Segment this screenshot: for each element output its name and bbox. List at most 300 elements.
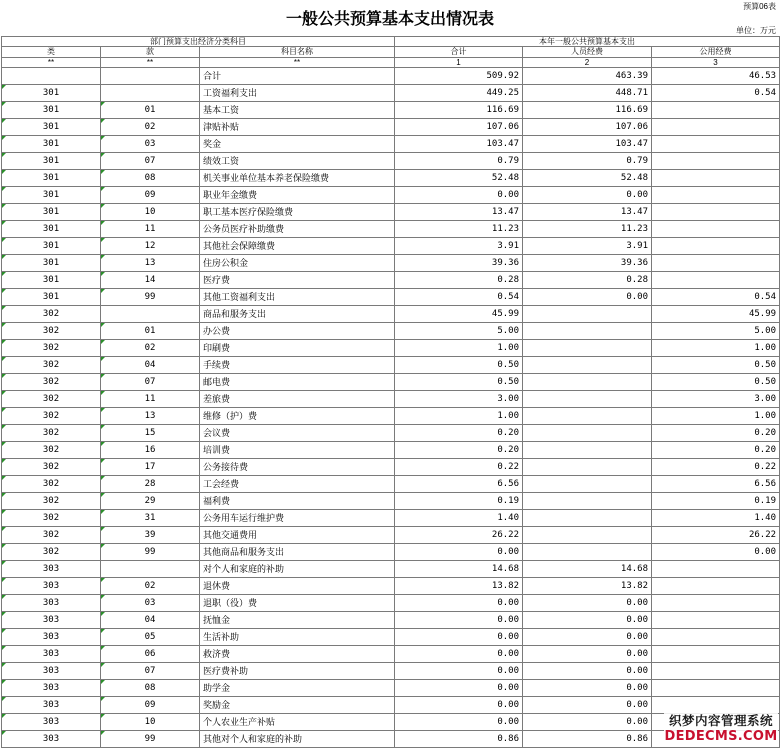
table-row	[2, 221, 780, 238]
public-cell	[652, 663, 780, 680]
code-cell-kuan: 11	[101, 391, 200, 408]
table-row	[2, 561, 780, 578]
personnel-cell: 0.00	[523, 697, 652, 714]
item-name-cell: 对个人和家庭的补助	[200, 561, 395, 578]
table-row	[2, 357, 780, 374]
watermark-line-1: 织梦内容管理系统	[668, 714, 773, 728]
personnel-cell	[523, 408, 652, 425]
total-cell: 0.00	[395, 187, 523, 204]
personnel-cell	[523, 493, 652, 510]
table-row	[2, 136, 780, 153]
code-cell-lei: 301	[2, 238, 101, 255]
total-cell: 0.20	[395, 425, 523, 442]
table-row	[2, 153, 780, 170]
item-name-cell: 职业年金缴费	[200, 187, 395, 204]
table-row	[2, 629, 780, 646]
public-cell	[652, 187, 780, 204]
code-cell-kuan: 29	[101, 493, 200, 510]
table-row	[2, 663, 780, 680]
column-header-total: 合计	[395, 47, 523, 58]
code-cell-lei: 301	[2, 170, 101, 187]
public-cell	[652, 646, 780, 663]
item-name-cell: 印刷费	[200, 340, 395, 357]
unit-label: 单位：万元	[736, 26, 776, 35]
code-cell-kuan: 10	[101, 204, 200, 221]
code-cell-lei: 303	[2, 663, 101, 680]
public-cell: 6.56	[652, 476, 780, 493]
total-cell: 509.92	[395, 68, 523, 85]
item-name-cell: 公务用车运行维护费	[200, 510, 395, 527]
total-cell: 0.00	[395, 544, 523, 561]
code-cell-kuan: 08	[101, 170, 200, 187]
public-cell	[652, 561, 780, 578]
item-name-cell: 其他社会保障缴费	[200, 238, 395, 255]
table-row	[2, 714, 780, 731]
item-name-cell: 工资福利支出	[200, 85, 395, 102]
personnel-cell: 0.00	[523, 612, 652, 629]
code-cell-lei: 302	[2, 527, 101, 544]
code-cell-lei: 303	[2, 561, 101, 578]
total-cell: 0.50	[395, 357, 523, 374]
table-row	[2, 289, 780, 306]
code-cell-lei: 303	[2, 697, 101, 714]
table-row	[2, 187, 780, 204]
table-row	[2, 306, 780, 323]
code-cell-kuan: 07	[101, 153, 200, 170]
total-cell: 0.20	[395, 442, 523, 459]
public-cell: 26.22	[652, 527, 780, 544]
code-cell-lei: 301	[2, 102, 101, 119]
code-cell-lei: 303	[2, 612, 101, 629]
public-cell	[652, 204, 780, 221]
public-cell	[652, 136, 780, 153]
code-cell-lei: 302	[2, 391, 101, 408]
code-cell-kuan	[101, 306, 200, 323]
public-cell	[652, 238, 780, 255]
total-cell: 0.00	[395, 663, 523, 680]
code-cell-lei	[2, 68, 101, 85]
table-row	[2, 731, 780, 748]
table-row	[2, 170, 780, 187]
personnel-cell: 39.36	[523, 255, 652, 272]
public-cell	[652, 170, 780, 187]
item-name-cell: 医疗费补助	[200, 663, 395, 680]
table-body	[2, 68, 780, 748]
code-cell-kuan: 39	[101, 527, 200, 544]
item-name-cell: 维修（护）费	[200, 408, 395, 425]
page-title: 一般公共预算基本支出情况表	[285, 11, 494, 28]
personnel-cell	[523, 544, 652, 561]
total-cell: 0.00	[395, 612, 523, 629]
personnel-cell: 0.00	[523, 289, 652, 306]
total-cell: 0.00	[395, 646, 523, 663]
total-cell: 26.22	[395, 527, 523, 544]
personnel-cell: 11.23	[523, 221, 652, 238]
item-name-cell: 公务员医疗补助缴费	[200, 221, 395, 238]
public-cell: 0.20	[652, 425, 780, 442]
table-row	[2, 493, 780, 510]
code-cell-kuan: 03	[101, 136, 200, 153]
total-cell: 107.06	[395, 119, 523, 136]
table-row	[2, 527, 780, 544]
personnel-cell: 0.79	[523, 153, 652, 170]
watermark-line-2: DEDECMS.COM	[664, 729, 778, 744]
item-name-cell: 其他商品和服务支出	[200, 544, 395, 561]
item-name-cell: 邮电费	[200, 374, 395, 391]
total-cell: 3.91	[395, 238, 523, 255]
total-cell: 0.22	[395, 459, 523, 476]
personnel-cell: 0.00	[523, 629, 652, 646]
code-cell-kuan: 04	[101, 357, 200, 374]
code-cell-kuan: 08	[101, 680, 200, 697]
public-cell	[652, 221, 780, 238]
total-cell: 103.47	[395, 136, 523, 153]
table-row	[2, 476, 780, 493]
public-cell: 1.40	[652, 510, 780, 527]
table-row	[2, 119, 780, 136]
public-cell: 0.54	[652, 289, 780, 306]
total-cell: 39.36	[395, 255, 523, 272]
personnel-cell: 116.69	[523, 102, 652, 119]
total-cell: 0.19	[395, 493, 523, 510]
code-cell-kuan: 99	[101, 544, 200, 561]
public-cell	[652, 102, 780, 119]
public-cell: 1.00	[652, 408, 780, 425]
public-cell	[652, 629, 780, 646]
column-header-personnel: 人员经费	[523, 47, 652, 58]
public-cell: 1.00	[652, 340, 780, 357]
total-cell: 0.28	[395, 272, 523, 289]
public-cell	[652, 697, 780, 714]
item-name-cell: 培训费	[200, 442, 395, 459]
index-cell-kuan: **	[101, 58, 200, 68]
code-cell-kuan	[101, 68, 200, 85]
watermark-logo	[664, 712, 778, 746]
item-name-cell: 退休费	[200, 578, 395, 595]
code-cell-kuan: 01	[101, 102, 200, 119]
table-row	[2, 85, 780, 102]
code-cell-kuan: 09	[101, 187, 200, 204]
total-cell: 116.69	[395, 102, 523, 119]
table-row	[2, 612, 780, 629]
code-cell-kuan: 02	[101, 340, 200, 357]
public-cell: 0.22	[652, 459, 780, 476]
item-name-cell: 绩效工资	[200, 153, 395, 170]
table-code: 预算06表	[743, 2, 776, 11]
item-name-cell: 机关事业单位基本养老保险缴费	[200, 170, 395, 187]
code-cell-kuan: 10	[101, 714, 200, 731]
item-name-cell: 其他对个人和家庭的补助	[200, 731, 395, 748]
total-cell: 1.40	[395, 510, 523, 527]
code-cell-lei: 301	[2, 119, 101, 136]
column-header-item-name: 科目名称	[200, 47, 395, 58]
item-name-cell: 会议费	[200, 425, 395, 442]
table-row	[2, 204, 780, 221]
item-name-cell: 奖金	[200, 136, 395, 153]
header-index-row	[2, 58, 780, 68]
code-cell-lei: 301	[2, 221, 101, 238]
total-cell: 0.00	[395, 595, 523, 612]
personnel-cell: 13.47	[523, 204, 652, 221]
table-row	[2, 323, 780, 340]
item-name-cell: 其他工资福利支出	[200, 289, 395, 306]
total-cell: 3.00	[395, 391, 523, 408]
code-cell-kuan: 01	[101, 323, 200, 340]
index-cell-lei: **	[2, 58, 101, 68]
public-cell	[652, 612, 780, 629]
personnel-cell: 52.48	[523, 170, 652, 187]
personnel-cell	[523, 442, 652, 459]
public-cell: 0.00	[652, 544, 780, 561]
code-cell-kuan: 07	[101, 663, 200, 680]
table-row	[2, 697, 780, 714]
public-cell: 3.00	[652, 391, 780, 408]
code-cell-lei: 302	[2, 476, 101, 493]
personnel-cell	[523, 527, 652, 544]
header-group-classification: 部门预算支出经济分类科目	[2, 37, 395, 47]
public-cell: 0.50	[652, 374, 780, 391]
personnel-cell	[523, 459, 652, 476]
personnel-cell: 0.00	[523, 663, 652, 680]
total-cell: 0.00	[395, 680, 523, 697]
code-cell-lei: 302	[2, 493, 101, 510]
item-name-cell: 其他交通费用	[200, 527, 395, 544]
code-cell-kuan	[101, 85, 200, 102]
code-cell-kuan: 17	[101, 459, 200, 476]
public-cell: 46.53	[652, 68, 780, 85]
personnel-cell: 13.82	[523, 578, 652, 595]
personnel-cell: 448.71	[523, 85, 652, 102]
personnel-cell	[523, 391, 652, 408]
index-cell-item-name: **	[200, 58, 395, 68]
public-cell	[652, 272, 780, 289]
code-cell-lei: 301	[2, 136, 101, 153]
personnel-cell	[523, 476, 652, 493]
table-row	[2, 238, 780, 255]
item-name-cell: 抚恤金	[200, 612, 395, 629]
code-cell-lei: 302	[2, 442, 101, 459]
public-cell: 0.20	[652, 442, 780, 459]
total-cell: 13.82	[395, 578, 523, 595]
public-cell: 0.54	[652, 85, 780, 102]
personnel-cell	[523, 323, 652, 340]
table-row	[2, 408, 780, 425]
item-name-cell: 基本工资	[200, 102, 395, 119]
code-cell-kuan: 16	[101, 442, 200, 459]
total-cell: 52.48	[395, 170, 523, 187]
public-cell	[652, 153, 780, 170]
item-name-cell: 救济费	[200, 646, 395, 663]
code-cell-kuan: 13	[101, 408, 200, 425]
total-cell: 0.54	[395, 289, 523, 306]
code-cell-lei: 301	[2, 289, 101, 306]
code-cell-lei: 301	[2, 187, 101, 204]
table-row	[2, 425, 780, 442]
personnel-cell	[523, 510, 652, 527]
total-cell: 0.00	[395, 714, 523, 731]
table-row	[2, 544, 780, 561]
code-cell-lei: 302	[2, 459, 101, 476]
total-cell: 14.68	[395, 561, 523, 578]
code-cell-kuan: 04	[101, 612, 200, 629]
total-cell: 0.50	[395, 374, 523, 391]
item-name-cell: 公务接待费	[200, 459, 395, 476]
code-cell-lei: 302	[2, 323, 101, 340]
item-name-cell: 医疗费	[200, 272, 395, 289]
personnel-cell: 463.39	[523, 68, 652, 85]
personnel-cell	[523, 425, 652, 442]
public-cell	[652, 595, 780, 612]
header-group-row	[2, 37, 780, 47]
table-row	[2, 646, 780, 663]
column-header-public: 公用经费	[652, 47, 780, 58]
personnel-cell: 0.28	[523, 272, 652, 289]
public-cell: 45.99	[652, 306, 780, 323]
personnel-cell: 3.91	[523, 238, 652, 255]
total-cell: 6.56	[395, 476, 523, 493]
item-name-cell: 工会经费	[200, 476, 395, 493]
total-cell: 45.99	[395, 306, 523, 323]
total-cell: 0.00	[395, 697, 523, 714]
code-cell-lei: 303	[2, 714, 101, 731]
personnel-cell: 107.06	[523, 119, 652, 136]
code-cell-lei: 303	[2, 629, 101, 646]
total-cell: 0.86	[395, 731, 523, 748]
item-name-cell: 助学金	[200, 680, 395, 697]
code-cell-kuan: 09	[101, 697, 200, 714]
item-name-cell: 奖励金	[200, 697, 395, 714]
total-cell: 5.00	[395, 323, 523, 340]
code-cell-lei: 301	[2, 85, 101, 102]
personnel-cell: 0.00	[523, 187, 652, 204]
public-cell	[652, 119, 780, 136]
table-row	[2, 459, 780, 476]
code-cell-lei: 303	[2, 578, 101, 595]
item-name-cell: 办公费	[200, 323, 395, 340]
code-cell-kuan: 06	[101, 646, 200, 663]
code-cell-kuan: 12	[101, 238, 200, 255]
personnel-cell: 0.00	[523, 595, 652, 612]
table-row	[2, 510, 780, 527]
public-cell: 0.19	[652, 493, 780, 510]
table-row	[2, 374, 780, 391]
code-cell-kuan: 99	[101, 289, 200, 306]
code-cell-kuan: 13	[101, 255, 200, 272]
total-cell: 449.25	[395, 85, 523, 102]
code-cell-kuan: 02	[101, 119, 200, 136]
table-row	[2, 340, 780, 357]
item-name-cell: 福利费	[200, 493, 395, 510]
column-header-lei: 类	[2, 47, 101, 58]
code-cell-kuan: 99	[101, 731, 200, 748]
item-name-cell: 住房公积金	[200, 255, 395, 272]
column-header-kuan: 款	[101, 47, 200, 58]
personnel-cell: 0.00	[523, 680, 652, 697]
personnel-cell: 0.86	[523, 731, 652, 748]
total-cell: 1.00	[395, 408, 523, 425]
code-cell-lei: 302	[2, 544, 101, 561]
table-row	[2, 595, 780, 612]
code-cell-lei: 303	[2, 646, 101, 663]
code-cell-kuan: 05	[101, 629, 200, 646]
personnel-cell: 103.47	[523, 136, 652, 153]
code-cell-lei: 303	[2, 680, 101, 697]
table-row	[2, 442, 780, 459]
code-cell-kuan: 02	[101, 578, 200, 595]
code-cell-lei: 301	[2, 255, 101, 272]
total-cell: 0.00	[395, 629, 523, 646]
personnel-cell	[523, 357, 652, 374]
item-name-cell: 合计	[200, 68, 395, 85]
code-cell-lei: 303	[2, 595, 101, 612]
item-name-cell: 手续费	[200, 357, 395, 374]
personnel-cell	[523, 306, 652, 323]
public-cell	[652, 680, 780, 697]
total-cell: 0.79	[395, 153, 523, 170]
table-row	[2, 255, 780, 272]
total-cell: 1.00	[395, 340, 523, 357]
code-cell-lei: 301	[2, 153, 101, 170]
public-cell: 0.50	[652, 357, 780, 374]
index-cell-personnel: 2	[523, 58, 652, 68]
personnel-cell: 0.00	[523, 646, 652, 663]
table-row	[2, 102, 780, 119]
table-row	[2, 391, 780, 408]
total-cell: 13.47	[395, 204, 523, 221]
code-cell-kuan: 15	[101, 425, 200, 442]
code-cell-kuan	[101, 561, 200, 578]
code-cell-kuan: 03	[101, 595, 200, 612]
table-row	[2, 578, 780, 595]
code-cell-lei: 302	[2, 374, 101, 391]
expenditure-table	[1, 36, 780, 748]
code-cell-lei: 302	[2, 425, 101, 442]
code-cell-lei: 301	[2, 272, 101, 289]
personnel-cell	[523, 374, 652, 391]
table-row	[2, 680, 780, 697]
code-cell-lei: 302	[2, 306, 101, 323]
index-cell-total: 1	[395, 58, 523, 68]
code-cell-lei: 301	[2, 204, 101, 221]
index-cell-public: 3	[652, 58, 780, 68]
code-cell-kuan: 28	[101, 476, 200, 493]
code-cell-kuan: 11	[101, 221, 200, 238]
code-cell-lei: 302	[2, 340, 101, 357]
code-cell-lei: 302	[2, 510, 101, 527]
total-cell: 11.23	[395, 221, 523, 238]
code-cell-kuan: 14	[101, 272, 200, 289]
item-name-cell: 退职（役）费	[200, 595, 395, 612]
item-name-cell: 职工基本医疗保险缴费	[200, 204, 395, 221]
item-name-cell: 生活补助	[200, 629, 395, 646]
personnel-cell: 14.68	[523, 561, 652, 578]
header-column-row	[2, 47, 780, 58]
table-row	[2, 272, 780, 289]
code-cell-kuan: 31	[101, 510, 200, 527]
personnel-cell: 0.00	[523, 714, 652, 731]
code-cell-kuan: 07	[101, 374, 200, 391]
code-cell-lei: 302	[2, 357, 101, 374]
item-name-cell: 差旅费	[200, 391, 395, 408]
item-name-cell: 津贴补贴	[200, 119, 395, 136]
table-header	[2, 37, 780, 68]
code-cell-lei: 303	[2, 731, 101, 748]
header-group-basic-expenditure: 本年一般公共预算基本支出	[395, 37, 780, 47]
public-cell	[652, 255, 780, 272]
item-name-cell: 商品和服务支出	[200, 306, 395, 323]
code-cell-lei: 302	[2, 408, 101, 425]
personnel-cell	[523, 340, 652, 357]
